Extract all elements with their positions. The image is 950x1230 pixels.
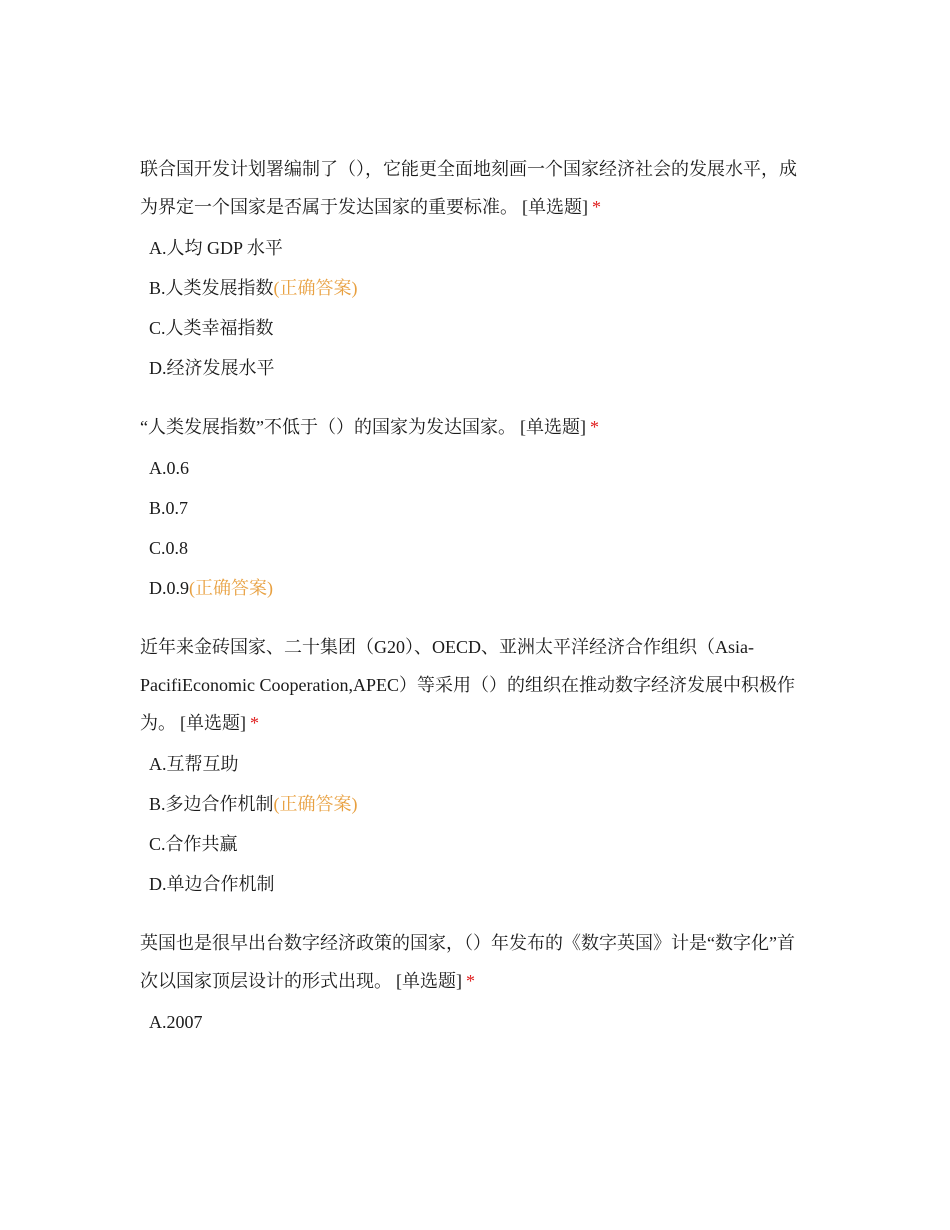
option-list [140, 744, 805, 904]
option-c [140, 528, 805, 568]
required-asterisk: * [592, 197, 601, 217]
option-label: B.多边合作机制 [149, 794, 274, 814]
correct-answer-mark: (正确答案) [273, 794, 358, 814]
option-a [140, 744, 805, 784]
option-a [140, 448, 805, 488]
option-d [140, 864, 805, 904]
required-asterisk: * [466, 971, 475, 991]
option-label: A.互帮互助 [149, 754, 239, 774]
option-label: A.人均 GDP 水平 [149, 238, 283, 258]
option-label: B.0.7 [149, 498, 189, 518]
option-list [140, 448, 805, 608]
option-b [140, 268, 805, 308]
question-type-label: [单选题] [519, 417, 586, 437]
required-asterisk: * [589, 417, 599, 437]
question-4 [140, 924, 805, 1042]
question-text [140, 150, 805, 226]
option-list [140, 1002, 805, 1042]
option-a [140, 1002, 805, 1042]
question-stem: “人类发展指数”不低于（）的国家为发达国家。 [140, 417, 516, 437]
option-label: D.经济发展水平 [149, 358, 275, 378]
option-b [140, 784, 805, 824]
question-text [140, 924, 805, 1000]
option-label: B.人类发展指数 [149, 278, 274, 298]
option-d [140, 568, 805, 608]
question-text [140, 628, 805, 742]
option-a [140, 228, 805, 268]
option-label: A.0.6 [149, 458, 189, 478]
option-label: D.单边合作机制 [149, 874, 275, 894]
option-label: C.合作共赢 [149, 834, 238, 854]
option-label: C.人类幸福指数 [149, 318, 274, 338]
correct-answer-mark: (正确答案) [189, 578, 273, 598]
question-stem: 联合国开发计划署编制了（），它能更全面地刻画一个国家经济社会的发展水平，成为界定一个国家是否属于发达国家的重要标准。 [140, 159, 797, 217]
question-stem: 英国也是很早出台数字经济政策的国家，（）年发布的《数字英国》计是“数字化”首次以国家顶层设计的形式出现。 [140, 933, 795, 991]
option-label: C.0.8 [149, 538, 189, 558]
question-stem: 近年来金砖国家、二十集团（G20）、OECD、亚洲太平洋经济合作组织（Asia-PacifiEconomic Cooperation,APEC）等采用（）的组织在推动数字经济发展中积极作为。 [140, 637, 795, 733]
question-2 [140, 408, 805, 608]
option-c [140, 824, 805, 864]
option-b [140, 488, 805, 528]
option-d [140, 348, 805, 388]
question-type-label: [单选题] [180, 713, 246, 733]
required-asterisk: * [250, 713, 259, 733]
option-label: D.0.9 [149, 578, 189, 598]
option-list [140, 228, 805, 388]
option-c [140, 308, 805, 348]
option-label: A.2007 [149, 1012, 203, 1032]
correct-answer-mark: (正确答案) [273, 278, 358, 298]
question-type-label: [单选题] [522, 197, 588, 217]
question-1 [140, 150, 805, 388]
question-text [140, 408, 805, 446]
question-list [140, 150, 805, 1062]
question-type-label: [单选题] [396, 971, 462, 991]
question-3 [140, 628, 805, 904]
